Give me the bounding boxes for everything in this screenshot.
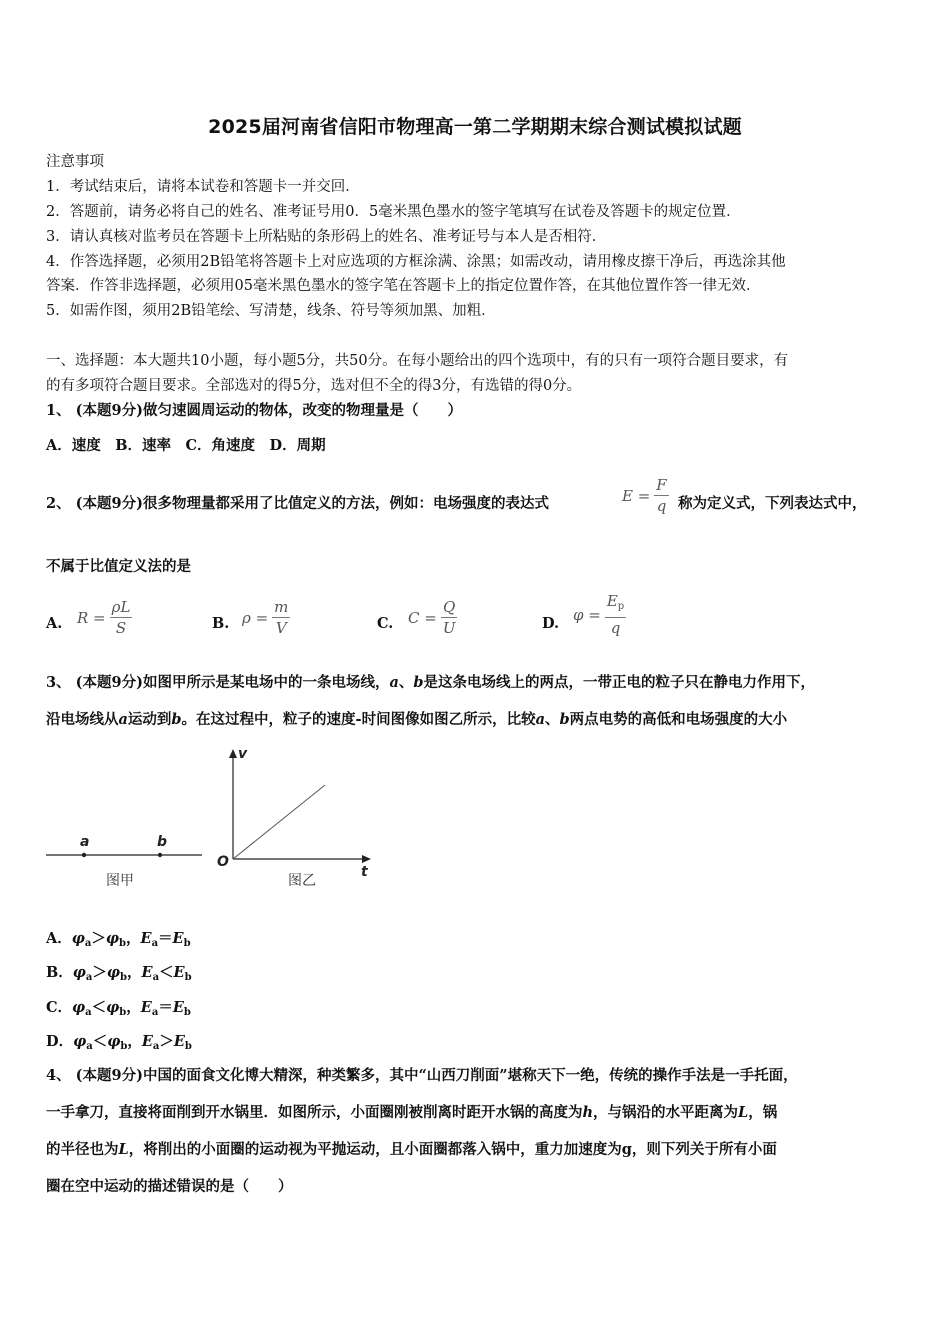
- notice-item: 1．考试结束后，请将本试卷和答题卡一并交回．: [46, 179, 360, 195]
- section-heading-cont: 的有多项符合题目要求。全部选对的得5分，选对但不全的得3分，有选错的得0分。: [46, 378, 582, 394]
- origin-label: O: [217, 854, 229, 870]
- page-title: 2025届河南省信阳市物理高一第二学期期末综合测试模拟试题: [208, 116, 742, 138]
- velocity-line: [233, 785, 325, 859]
- point-b-dot: [158, 853, 162, 857]
- question-1-options: A．速度 B．速率 C．角速度 D．周期: [46, 437, 326, 454]
- v-axis-arrow: [229, 749, 237, 758]
- question-3-option-b: B．$\varphi_a>\varphi_b$，$E_a<E_b$: [46, 964, 192, 983]
- question-4-line1: 4、 (本题9分)中国的面食文化博大精深，种类繁多，其中“山西刀削面”堪称天下一绝，传统的操作手法是一手托面，: [46, 1067, 798, 1084]
- notice-heading: 注意事项: [46, 154, 104, 170]
- question-4-line3: 的半径也为L，将削出的小面圈的运动视为平抛运动，且小面圈都落入锅中，重力加速度为g，则下列关于所有小面: [46, 1141, 777, 1158]
- notice-item: 答案．作答非选择题，必须用05毫米黑色墨水的签字笔在答题卡上的指定位置作答，在其他位置作答一律无效．: [46, 278, 761, 294]
- question-2-stem-before: 2、 (本题9分)很多物理量都采用了比值定义的方法，例如：电场强度的表达式: [46, 495, 549, 512]
- point-a-label: a: [80, 834, 90, 850]
- option-b-formula: ρ = $\frac{m}{V}$: [242, 598, 289, 637]
- notice-item: 2．答题前，请务必将自己的姓名、准考证号用0．5毫米黑色墨水的签字笔填写在试卷及答题卡的规定位置．: [46, 204, 741, 220]
- option-c-formula: C = $\frac{Q}{U}$: [408, 598, 456, 637]
- option-a-label: A.: [46, 615, 63, 632]
- question-3-line2: 沿电场线从a运动到b。在这过程中，粒子的速度-时间图像如图乙所示，比较a、b两点电势的高低和电场强度的大小: [46, 711, 788, 728]
- option-b-label: B.: [212, 615, 230, 632]
- point-a-dot: [82, 853, 86, 857]
- axis-v-label: v: [238, 746, 248, 762]
- question-3-figure: [40, 742, 380, 892]
- axis-t-label: t: [361, 864, 368, 880]
- question-4-line4: 圈在空中运动的描述错误的是（ ）: [46, 1178, 293, 1195]
- question-3-option-c: C．$\varphi_a<\varphi_b$，$E_a=E_b$: [46, 999, 191, 1018]
- question-1-stem: 1、 (本题9分)做匀速圆周运动的物体，改变的物理量是（ ）: [46, 402, 462, 419]
- question-3-option-d: D．$\varphi_a<\varphi_b$，$E_a>E_b$: [46, 1033, 192, 1052]
- notice-item: 5．如需作图，须用2B铅笔绘、写清楚，线条、符号等须加黑、加粗．: [46, 303, 496, 319]
- question-3-option-a: A．$\varphi_a>\varphi_b$，$E_a=E_b$: [46, 930, 191, 949]
- notice-item: 4．作答选择题，必须用2B铅笔将答题卡上对应选项的方框涂满、涂黑；如需改动，请用橡皮擦干净后，再选涂其他: [46, 254, 786, 270]
- question-2-stem-after: 称为定义式，下列表达式中，: [678, 495, 867, 512]
- caption-figure-yi: 图乙: [288, 873, 316, 889]
- question-2-line2: 不属于比值定义法的是: [46, 558, 191, 575]
- option-c-label: C.: [377, 615, 394, 632]
- formula-electric-field: E = $\frac{F}{q}$: [622, 476, 667, 515]
- notice-item: 3．请认真核对监考员在答题卡上所粘贴的条形码上的姓名、准考证号与本人是否相符．: [46, 229, 607, 245]
- question-4-line2: 一手拿刀，直接将面削到开水锅里．如图所示，小面圈刚被削离时距开水锅的高度为h，与锅沿的水平距离为L，锅: [46, 1104, 778, 1121]
- caption-figure-jia: 图甲: [106, 873, 134, 889]
- question-3-line1: 3、 (本题9分)如图甲所示是某电场中的一条电场线，a、b是这条电场线上的两点，一带正电的粒子只在静电力作用下，: [46, 674, 815, 691]
- point-b-label: b: [157, 834, 168, 850]
- section-heading: 一、选择题：本大题共10小题，每小题5分，共50分。在每小题给出的四个选项中，有的只有一项符合题目要求，有: [46, 353, 789, 369]
- t-axis-arrow: [362, 855, 371, 863]
- option-a-formula: R = $\frac{\rho L}{S}$: [77, 598, 131, 637]
- option-d-formula: φ = $\frac{E_p}{q}$: [573, 592, 625, 637]
- option-d-label: D.: [542, 615, 560, 632]
